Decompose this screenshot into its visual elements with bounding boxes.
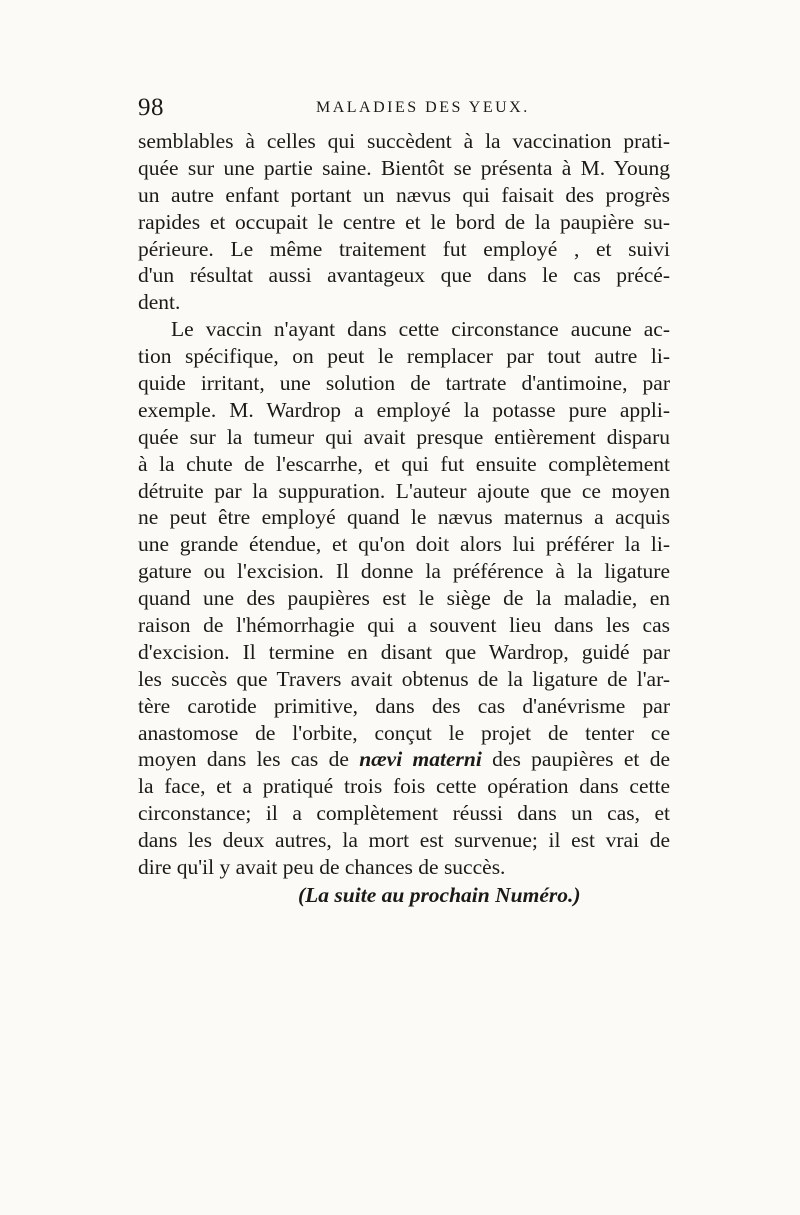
running-title: MALADIES DES YEUX. — [316, 99, 530, 116]
text-line: quée sur la tumeur qui avait presque entièrement disparu — [138, 424, 670, 449]
paragraph-first-line: Le vaccin n'ayant dans cette circonstance aucune ac- — [171, 317, 670, 342]
page-header — [138, 94, 670, 124]
text-line: gature ou l'excision. Il donne la préférence à la ligature — [138, 559, 670, 584]
text-line: anastomose de l'orbite, conçut le projet de tenter ce — [138, 720, 670, 745]
text-line: quée sur une partie saine. Bientôt se présenta à M. Young — [138, 155, 670, 180]
italic-latin-term: nævi materni — [359, 747, 482, 772]
text-line: tion spécifique, on peut le remplacer par tout autre li- — [138, 344, 670, 369]
text-line: d'un résultat aussi avantageux que dans le cas précé- — [138, 263, 670, 288]
text-line: périeure. Le même traitement fut employé , et suivi — [138, 236, 670, 261]
text-line: détruite par la suppuration. L'auteur ajoute que ce moyen — [138, 478, 670, 503]
text-line: d'excision. Il termine en disant que Wardrop, guidé par — [138, 639, 670, 664]
text-line: tère carotide primitive, dans des cas d'anévrisme par — [138, 693, 670, 718]
continuation-note-text: (La suite au prochain Numéro.) — [298, 883, 581, 907]
text-line: à la chute de l'escarrhe, et qui fut ensuite complètement — [138, 451, 670, 476]
text-line: semblables à celles qui succèdent à la vaccination prati- — [138, 129, 670, 153]
text-line: circonstance; il a complètement réussi dans un cas, et — [138, 801, 670, 826]
text-line: dent. — [138, 290, 181, 315]
text-line: rapides et occupait le centre et le bord de la paupière su- — [138, 209, 670, 234]
text-line: raison de l'hémorrhagie qui a souvent lieu dans les cas — [138, 613, 670, 638]
text-line: la face, et a pratiqué trois fois cette opération dans cette — [138, 774, 670, 799]
page-number: 98 — [138, 94, 164, 121]
text-segment: moyen dans les cas de — [138, 747, 360, 772]
text-line: exemple. M. Wardrop a employé la potasse pure appli- — [138, 397, 670, 422]
text-line-with-italic — [138, 746, 670, 773]
text-line: dire qu'il y avait peu de chances de succès. — [138, 855, 506, 880]
text-line: un autre enfant portant un nævus qui faisait des progrès — [138, 182, 670, 207]
continuation-note — [298, 883, 581, 908]
text-line: dans les deux autres, la mort est survenue; il est vrai de — [138, 828, 670, 853]
text-line: les succès que Travers avait obtenus de la ligature de l'ar- — [138, 666, 670, 691]
text-line: une grande étendue, et qu'on doit alors lui préférer la li- — [138, 532, 670, 557]
text-line: quand une des paupières est le siège de la maladie, en — [138, 586, 670, 611]
body-text — [138, 128, 670, 881]
text-segment: des paupières et de — [481, 747, 670, 772]
text-line: ne peut être employé quand le nævus maternus a acquis — [138, 505, 670, 530]
text-line: quide irritant, une solution de tartrate d'antimoine, par — [138, 371, 670, 396]
